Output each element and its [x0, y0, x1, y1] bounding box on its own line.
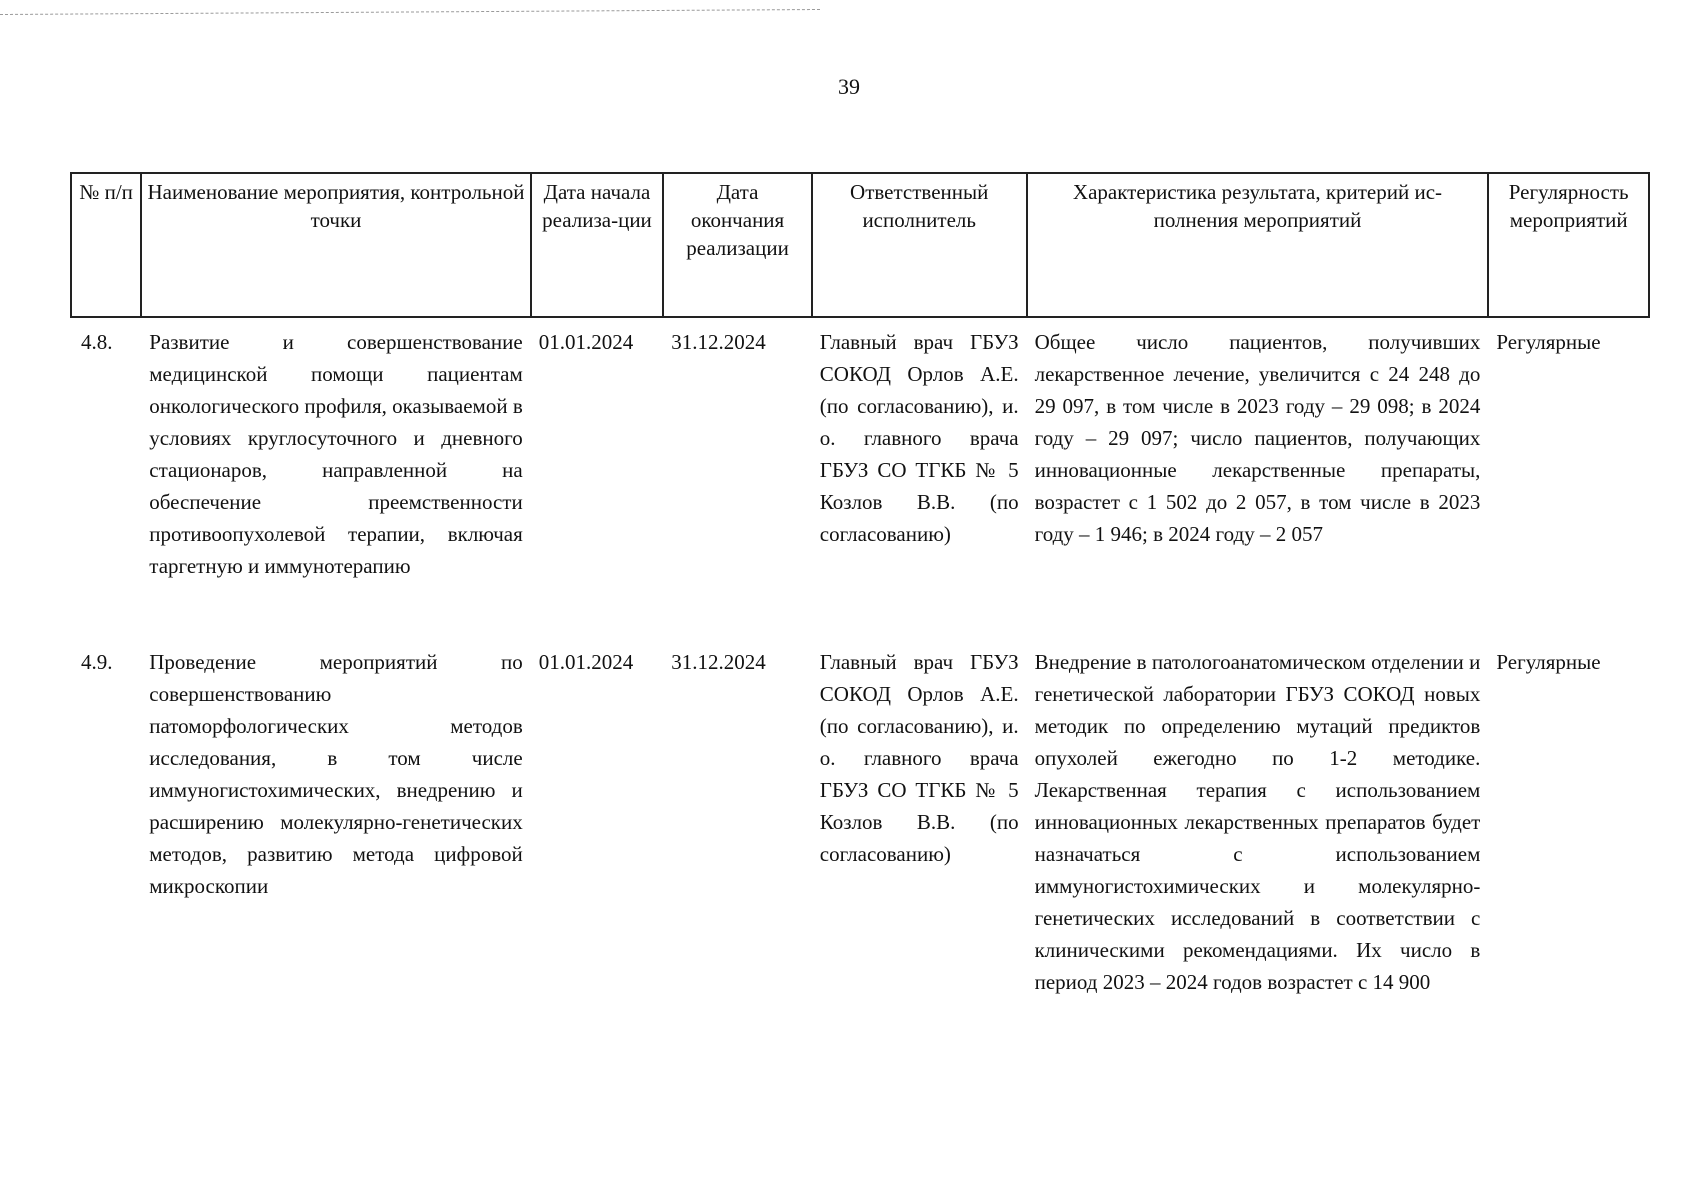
header-name: Наименование мероприятия, контрольной точки: [141, 173, 530, 317]
header-end-date: Дата окончания реализации: [663, 173, 812, 317]
start-date: 01.01.2024: [538, 650, 634, 674]
header-start-date: Дата начала реализа-ции: [531, 173, 664, 317]
start-date: 01.01.2024: [538, 330, 634, 354]
regularity: Регулярные: [1496, 330, 1601, 354]
header-regularity: Регулярность мероприятий: [1488, 173, 1649, 317]
measures-table: [70, 172, 1650, 998]
result-description: Внедрение в патологоанатомическом отделении и генетической лаборатории ГБУЗ СОКОД новых методик по определению мутаций предиктов опухолей ежегодно по 1-2 методике. Лекарственная терапия с использованием инновационных лекарственных препаратов будет назначаться с использованием иммуногистохимических и молекулярно-генетических исследований в соответствии с клиническими рекомендациями. Их число в период 2023 – 2024 годов возрастет с 14 900: [1034, 650, 1481, 994]
table-header-row: [71, 173, 1649, 317]
end-date: 31.12.2024: [671, 650, 766, 674]
row-number: 4.8.: [81, 330, 113, 354]
measure-name: Проведение мероприятий по совершенствованию патоморфологических методов исследования, в том числе иммуногистохимических, внедрению и расширению молекулярно-генетических методов, развитию метода цифровой микроскопии: [149, 650, 523, 898]
scan-edge-line: [0, 9, 820, 15]
table-row: [71, 317, 1649, 636]
table-row: [71, 636, 1649, 998]
executor: Главный врач ГБУЗ СОКОД Орлов А.Е. (по согласованию), и. о. главного врача ГБУЗ СО ТГКБ № 5 Козлов В.В. (по согласованию): [819, 330, 1019, 546]
row-number: 4.9.: [81, 650, 113, 674]
executor: Главный врач ГБУЗ СОКОД Орлов А.Е. (по согласованию), и. о. главного врача ГБУЗ СО ТГКБ № 5 Козлов В.В. (по согласованию): [819, 650, 1019, 866]
measure-name: Развитие и совершенствование медицинской помощи пациентам онкологического профиля, оказываемой в условиях круглосуточного и дневного стационаров, направленной на обеспечение преемственности противоопухолевой терапии, включая таргетную и иммунотерапию: [149, 330, 523, 578]
end-date: 31.12.2024: [671, 330, 766, 354]
header-executor: Ответственный исполнитель: [812, 173, 1027, 317]
header-result: Характеристика результата, критерий ис-полнения мероприятий: [1027, 173, 1489, 317]
result-description: Общее число пациентов, получивших лекарственное лечение, увеличится с 24 248 до 29 097, в том числе в 2023 году – 29 098; в 2024 году – 29 097; число пациентов, получающих инновационные лекарственные препараты, возрастет с 1 502 до 2 057, в том числе в 2023 году – 1 946; в 2024 году – 2 057: [1034, 330, 1481, 546]
regularity: Регулярные: [1496, 650, 1601, 674]
header-num: № п/п: [71, 173, 141, 317]
page-number: 39: [838, 74, 860, 99]
